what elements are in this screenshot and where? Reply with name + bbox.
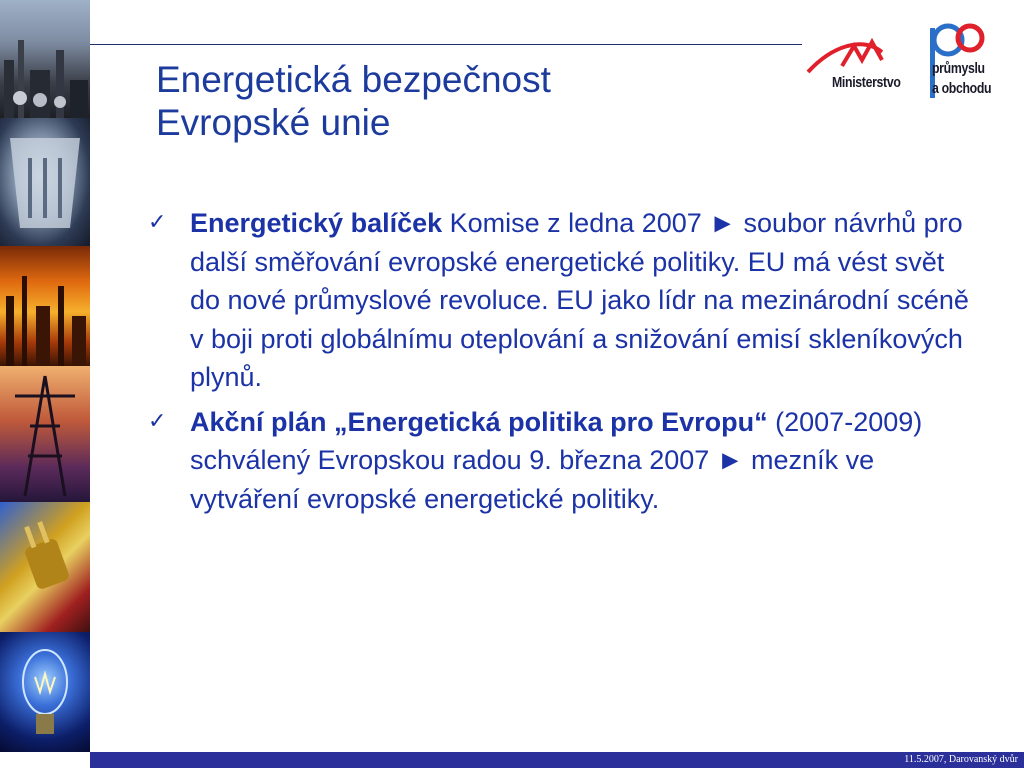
logo-line1: Ministerstvo [832,74,901,91]
bullet-item [148,204,978,397]
dam-image [0,118,90,246]
light-bulb-image [0,632,90,752]
slide-title-line1: Energetická bezpečnost [156,59,551,100]
slide-title [156,58,756,144]
bullet-heading: Akční plán „Energetická politika pro Evropu“ [190,406,768,437]
industrial-plant-illustration [0,0,90,118]
bullet-item [148,403,978,519]
refinery-illustration [0,246,90,366]
ministry-logo [802,16,1024,106]
check-icon: ✓ [148,210,167,235]
refinery-sunset-image [0,246,90,366]
light-bulb-illustration [0,632,90,752]
dam-illustration [0,118,90,246]
slide-title-line2: Evropské unie [156,102,391,143]
power-plug-image [0,502,90,632]
bullet-list [148,204,978,524]
power-pylon-illustration [0,366,90,502]
check-icon: ✓ [148,408,167,434]
power-pylon-image [0,366,90,502]
header-divider [90,44,802,45]
bullet-text: (2007-2009) schválený Evropskou radou 9. března 2007 ► mezník ve vytváření evropské energetické politiky. [190,406,923,514]
footer-bar [90,752,1024,768]
logo-line3: a obchodu [932,80,992,97]
industrial-plant-image [0,0,90,118]
sidebar-photo-strip [0,0,90,752]
logo-line2: průmyslu [932,60,985,77]
footer-date: 11.5.2007, Darovanský dvůr [904,754,1018,765]
bullet-heading: Energetický balíček [190,208,443,238]
power-plug-illustration [0,502,90,632]
bullet-text: Komise z ledna 2007 ► soubor návrhů pro další směřování evropské energetické politiky. EU má vést svět do nové průmyslové revoluce. EU jako lídr na mezinárodní scéně v boji proti globálnímu oteplování a snižování emisí skleníkových plynů. [190,208,969,392]
